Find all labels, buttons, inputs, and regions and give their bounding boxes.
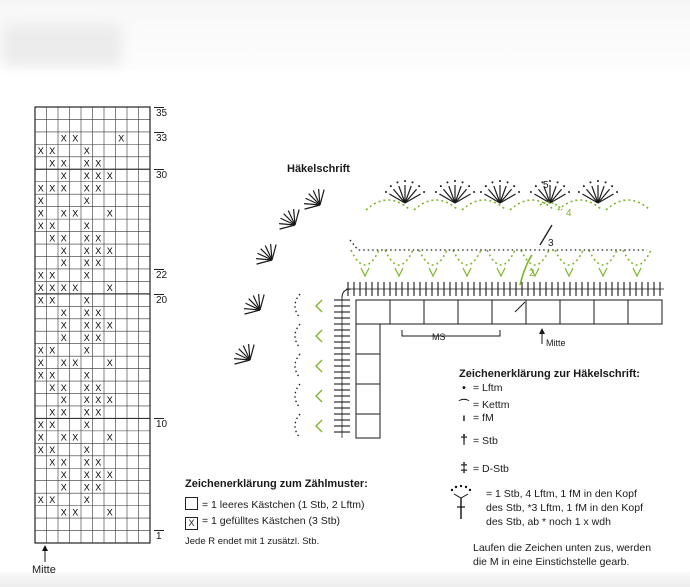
filled-cell-mark: X (49, 345, 56, 356)
filled-cell-mark: X (37, 208, 44, 219)
green-chain-loop (623, 250, 651, 265)
filled-cell-mark: X (95, 407, 102, 418)
footer-line-2: die M in eine Einstichstelle gearb. (473, 556, 630, 568)
filled-cell-mark: X (106, 245, 113, 256)
filled-cell-mark: X (60, 407, 67, 418)
filled-cell-mark: X (49, 445, 56, 456)
green-v-left (316, 360, 322, 372)
legend-d-stb: ‡ = D-Stb (455, 459, 509, 475)
black-chain-left (295, 384, 300, 408)
green-v-left (316, 300, 322, 312)
filled-cell-mark: X (60, 332, 67, 343)
filled-cell-mark: X (83, 494, 90, 505)
footer-line-1: Laufen die Zeichen unten zus, werden (473, 542, 652, 554)
filled-cell-mark: X (83, 270, 90, 281)
crochet-center-label: Mitte (546, 338, 566, 348)
filled-cell-mark: X (49, 370, 56, 381)
filled-cell-mark: X (83, 245, 90, 256)
legend-filled-box: X = 1 gefülltes Kästchen (3 Stb) (185, 515, 340, 530)
filled-cell-mark: X (83, 146, 90, 157)
filled-cell-mark: X (60, 208, 67, 219)
filled-cell-mark: X (37, 494, 44, 505)
mitte-arrow-head (539, 328, 545, 334)
filled-cell-mark: X (60, 382, 67, 393)
filled-cell-mark: X (37, 195, 44, 206)
filled-cell-mark: X (83, 320, 90, 331)
filled-cell-mark: X (60, 245, 67, 256)
filled-cell-mark: X (83, 469, 90, 480)
filled-cell-mark: X (49, 420, 56, 431)
legend-stb: † = Stb (455, 431, 498, 447)
filled-cell-mark: X (95, 233, 102, 244)
green-arc (606, 200, 650, 210)
filled-cell-mark: X (95, 469, 102, 480)
legend-fm: ı = fM (455, 412, 494, 424)
filled-cell-mark: X (72, 357, 79, 368)
filled-cell-mark: X (83, 295, 90, 306)
chart-note: Jede R endet mit 1 zusätzl. Stb. (185, 536, 320, 547)
green-v-left (316, 330, 322, 342)
filled-cell-mark: X (118, 133, 125, 144)
green-v (497, 268, 505, 276)
filled-cell-mark: X (37, 295, 44, 306)
filled-cell-mark: X (60, 258, 67, 269)
filled-cell-mark: X (72, 283, 79, 294)
green-v (429, 268, 437, 276)
filled-cell-mark: X (37, 283, 44, 294)
filled-cell-mark: X (83, 407, 90, 418)
filled-cell-mark: X (49, 233, 56, 244)
green-v (633, 268, 641, 276)
green-chain-loop (385, 250, 413, 265)
filled-cell-mark: X (60, 183, 67, 194)
row-label-1: 1 (156, 531, 162, 542)
filled-cell-mark: X (83, 183, 90, 194)
filled-cell-mark: X (83, 382, 90, 393)
filled-cell-mark: X (83, 420, 90, 431)
fan-group-left (256, 244, 276, 264)
filled-cell-mark: X (49, 494, 56, 505)
fan-group (578, 180, 618, 203)
treble-crochet-icon: ‡ (460, 459, 468, 475)
row-label-35: 35 (156, 108, 168, 119)
filled-cell-mark: X (83, 370, 90, 381)
crochet-title: Häkelschrift (287, 163, 350, 175)
filled-cell-mark: X (83, 445, 90, 456)
filled-cell-mark: X (106, 395, 113, 406)
black-chain-left (295, 414, 300, 438)
fan-group-left (279, 209, 299, 229)
green-chain-loop (351, 250, 379, 265)
filled-cell-mark: X (106, 507, 113, 518)
round-number-4: 4 (566, 208, 572, 219)
row-label-33: 33 (156, 133, 168, 144)
fan-group (530, 180, 570, 203)
filled-cell-mark: X (37, 445, 44, 456)
cell-col (356, 324, 380, 438)
row-label-10: 10 (156, 419, 168, 430)
chart-center-label: Mitte (32, 564, 56, 576)
round-number-3: 3 (548, 238, 554, 249)
filled-cell-mark: X (37, 146, 44, 157)
green-chain-loop (453, 250, 481, 265)
filled-cell-mark: X (106, 283, 113, 294)
filled-cell-mark: X (60, 507, 67, 518)
filled-cell-mark: X (60, 357, 67, 368)
green-chain-loop (419, 250, 447, 265)
ms-bracket (402, 330, 500, 336)
filled-cell-mark: X (95, 320, 102, 331)
filled-cell-mark: X (37, 357, 44, 368)
filled-cell-mark: X (72, 208, 79, 219)
green-v (599, 268, 607, 276)
filled-cell-mark: X (95, 158, 102, 169)
chain-icon: • (462, 382, 466, 394)
filled-cell-mark: X (49, 283, 56, 294)
filled-cell-mark: X (95, 395, 102, 406)
filled-cell-mark: X (95, 457, 102, 468)
row-label-22: 22 (156, 270, 168, 281)
ms-label: MS (432, 332, 446, 342)
green-chain-loop (555, 250, 583, 265)
fan-group-left (244, 294, 264, 314)
fan-line-2: des Stb, *3 Lftm, 1 fM in den Kopf (486, 502, 644, 514)
green-v (361, 268, 369, 276)
filled-cell-mark: X (37, 432, 44, 443)
filled-cell-mark: X (95, 332, 102, 343)
row-label-20: 20 (156, 295, 168, 306)
round-number-2: 2 (529, 268, 535, 279)
filled-cell-mark: X (95, 171, 102, 182)
filled-cell-mark: X (83, 482, 90, 493)
filled-cell-mark: X (83, 345, 90, 356)
filled-cell-mark: X (49, 270, 56, 281)
filled-cell-mark: X (60, 158, 67, 169)
empty-box-icon (185, 497, 198, 510)
filled-cell-mark: X (95, 258, 102, 269)
filled-cell-mark: X (49, 295, 56, 306)
filled-cell-mark: X (37, 183, 44, 194)
green-v-left (316, 390, 322, 402)
filled-cell-mark: X (83, 158, 90, 169)
filled-cell-mark: X (72, 432, 79, 443)
filled-cell-mark: X (95, 482, 102, 493)
green-chain-loop (589, 250, 617, 265)
filled-cell-mark: X (37, 345, 44, 356)
filled-cell-mark: X (60, 482, 67, 493)
filled-cell-mark: X (37, 270, 44, 281)
filled-cell-mark: X (72, 133, 79, 144)
fan-group-left (234, 344, 254, 364)
green-v (395, 268, 403, 276)
fan-stitch-icon (448, 485, 478, 521)
green-v-left (316, 420, 322, 432)
green-v (565, 268, 573, 276)
legend-kettm: ⌒ = Kettm (455, 397, 509, 412)
filled-cell-mark: X (95, 382, 102, 393)
start-arrow (515, 302, 525, 312)
filled-cell-mark: X (95, 183, 102, 194)
filled-cell-mark: X (37, 370, 44, 381)
green-v (463, 268, 471, 276)
round-number-5: 5 (543, 180, 549, 191)
fan-group-left (304, 189, 324, 209)
filled-cell-mark: X (106, 432, 113, 443)
filled-cell-mark: X (37, 220, 44, 231)
filled-cell-mark: X (83, 332, 90, 343)
filled-cell-mark: X (60, 395, 67, 406)
row-label-30: 30 (156, 170, 168, 181)
filled-cell-mark: X (49, 382, 56, 393)
filled-cell-mark: X (60, 171, 67, 182)
legend-empty-box: = 1 leeres Kästchen (1 Stb, 2 Lftm) (185, 497, 365, 511)
filled-cell-mark: X (83, 457, 90, 468)
fan-group (385, 180, 425, 203)
filled-cell-mark: X (95, 308, 102, 319)
filled-cell-mark: X (60, 283, 67, 294)
filled-cell-mark: X (72, 507, 79, 518)
filled-cell-mark: X (49, 158, 56, 169)
slip-stitch-icon: ⌒ (458, 399, 470, 411)
filled-cell-mark: X (83, 171, 90, 182)
fan-line-3: des Stb, ab * noch 1 x wdh (486, 516, 611, 528)
filled-cell-mark: X (106, 171, 113, 182)
filled-cell-mark: X (60, 432, 67, 443)
filled-cell-mark: X (60, 457, 67, 468)
crochet-legend-title: Zeichenerklärung zur Häkelschrift: (459, 368, 640, 380)
filled-cell-mark: X (83, 233, 90, 244)
filled-cell-mark: X (106, 320, 113, 331)
double-crochet-icon: † (460, 431, 468, 447)
legend-lftm: • = Lftm (455, 382, 502, 394)
black-chain-zigzag (350, 240, 647, 250)
filled-cell-mark: X (83, 220, 90, 231)
black-chain-left (295, 294, 300, 318)
fan-group (435, 180, 475, 203)
filled-cell-mark: X (60, 233, 67, 244)
filled-box-icon: X (185, 517, 198, 530)
filled-cell-mark: X (106, 469, 113, 480)
filled-cell-mark: X (60, 133, 67, 144)
chart-legend-title: Zeichenerklärung zum Zählmuster: (185, 478, 368, 490)
single-crochet-icon: ı (462, 412, 466, 424)
filled-cell-mark: X (83, 258, 90, 269)
green-chain-loop (521, 250, 549, 265)
filled-cell-mark: X (83, 395, 90, 406)
filled-cell-mark: X (83, 195, 90, 206)
filled-cell-mark: X (37, 420, 44, 431)
filled-cell-mark: X (49, 220, 56, 231)
fan-line-1: = 1 Stb, 4 Lftm, 1 fM in den Kopf (486, 488, 637, 500)
filled-cell-mark: X (83, 308, 90, 319)
filled-cell-mark: X (106, 208, 113, 219)
filled-cell-mark: X (106, 357, 113, 368)
black-chain-left (295, 354, 300, 378)
green-chain-loop (487, 250, 515, 265)
cell-row (356, 300, 662, 324)
black-chain-left (295, 324, 300, 348)
filled-cell-mark: X (49, 146, 56, 157)
filled-cell-mark: X (49, 183, 56, 194)
filled-cell-mark: X (60, 469, 67, 480)
filled-cell-mark: X (49, 457, 56, 468)
filled-cell-mark: X (60, 308, 67, 319)
corner-arc (342, 289, 351, 298)
filled-cell-mark: X (60, 320, 67, 331)
filled-cell-mark: X (49, 407, 56, 418)
filled-cell-mark: X (95, 245, 102, 256)
